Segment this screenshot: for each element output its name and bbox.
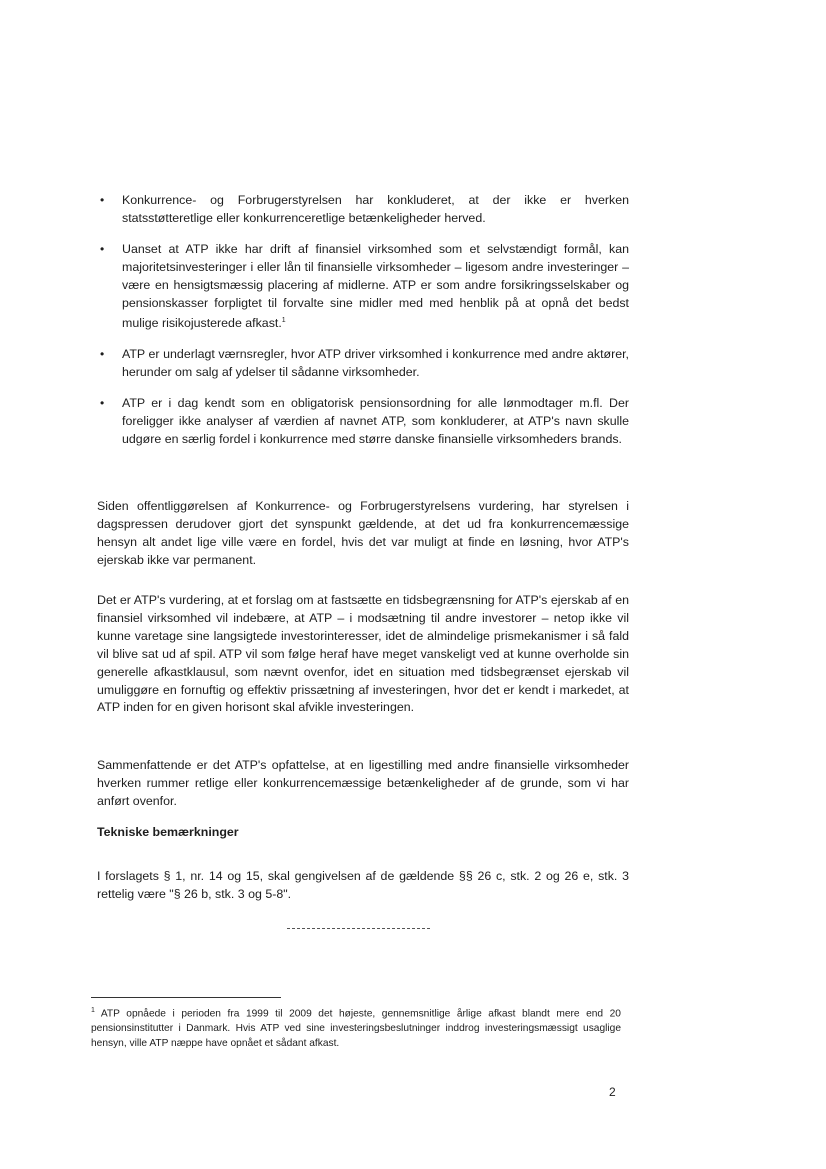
footnote-rule — [91, 997, 281, 998]
bullet-item — [97, 192, 629, 228]
footnote-marker: 1 — [91, 1007, 95, 1014]
body-paragraph: Det er ATP's vurdering, at et forslag om at fastsætte en tidsbegrænsning for ATP's ejerskab af en finansiel virksomhed vil indebære, at ATP – i modsætning til andre investorer – netop ikke vil kunne varetage sine langsigtede investorinteresser, idet de almindelige prismekanismer i så fald vil blive sat ud af spil. ATP vil som følge heraf have meget vanskeligt ved at kunne overholde sin generelle afkastklausul, som nævnt ovenfor, idet en situation med tidsbegrænset ejerskab vil umuliggøre en fornuftig og effektiv prissætning af investeringen, hvor det er kendt i markedet, at ATP inden for en given horisont skal afvikle investeringen. — [97, 593, 629, 715]
bullet-list — [97, 192, 629, 462]
bullet-item — [97, 395, 629, 449]
footnote — [91, 1004, 621, 1052]
body-paragraph: Sammenfattende er det ATP's opfattelse, at en ligestilling med andre finansielle virksomheder hverken rummer retlige eller konkurrencemæssige betænkeligheder af de grunde, som vi har anført ovenfor. — [97, 758, 629, 808]
footnote-text: ATP opnåede i perioden fra 1999 til 2009 det højeste, gennemsnitlige årlige afkast blandt mere end 20 pensionsinstitutter i Danmark. Hvis ATP ved sine investeringsbeslutninger inddrog investeringsmæssigt usaglige hensyn, ville ATP næppe have opnået et sådant afkast. — [91, 1008, 621, 1049]
bullet-item — [97, 346, 629, 382]
bullet-icon: • — [100, 241, 105, 256]
bullet-text: ATP er i dag kendt som en obligatorisk pensionsordning for alle lønmodtager m.fl. Der foreligger ikke analyser af værdien af navnet ATP, som konkluderer, at ATP's navn skulle udgøre en særlig fordel i konkurrence med større danske finansielle virksomheders brands. — [122, 396, 629, 447]
footnote-reference[interactable]: 1 — [281, 317, 286, 325]
section-heading: Tekniske bemærkninger — [97, 825, 239, 839]
bullet-text: ATP er underlagt værnsregler, hvor ATP driver virksomhed i konkurrence med andre aktører, herunder om salg af ydelser til sådanne virksomheder. — [122, 347, 629, 380]
page-number: 2 — [609, 1085, 616, 1099]
body-paragraph: Siden offentliggørelsen af Konkurrence- og Forbrugerstyrelsens vurdering, har styrelsen i dagspressen derudover gjort det synspunkt gældende, at det ud fra konkurrencemæssige hensyn alt andet lige ville være en fordel, hvis det var muligt at finde en løsning, hvor ATP's ejerskab ikke var permanent. — [97, 499, 629, 567]
bullet-text: Uanset at ATP ikke har drift af finansiel virksomhed som et selvstændigt formål, kan majoritetsinvesteringer i eller lån til finansielle virksomheder – ligesom andre investeringer – være en hensigtsmæssig placering af midlerne. ATP er som andre forsikringsselskaber og pensionskasser forpligtet til forvalte sine midler med med henblik på at opnå det bedst mulige risikojusterede afkast. — [122, 241, 629, 331]
bullet-item — [97, 241, 629, 334]
section-separator — [287, 928, 430, 929]
bullet-icon: • — [100, 396, 105, 411]
bullet-icon: • — [100, 347, 105, 362]
bullet-icon: • — [100, 193, 105, 207]
body-paragraph: I forslagets § 1, nr. 14 og 15, skal gengivelsen af de gældende §§ 26 c, stk. 2 og 26 e, stk. 3 rettelig være "§ 26 b, stk. 3 og 5-8". — [97, 869, 629, 901]
bullet-text: Konkurrence- og Forbrugerstyrelsen har konkluderet, at der ikke er hverken statsstøtteretlige eller konkurrenceretlige betænkeligheder herved. — [122, 193, 629, 225]
